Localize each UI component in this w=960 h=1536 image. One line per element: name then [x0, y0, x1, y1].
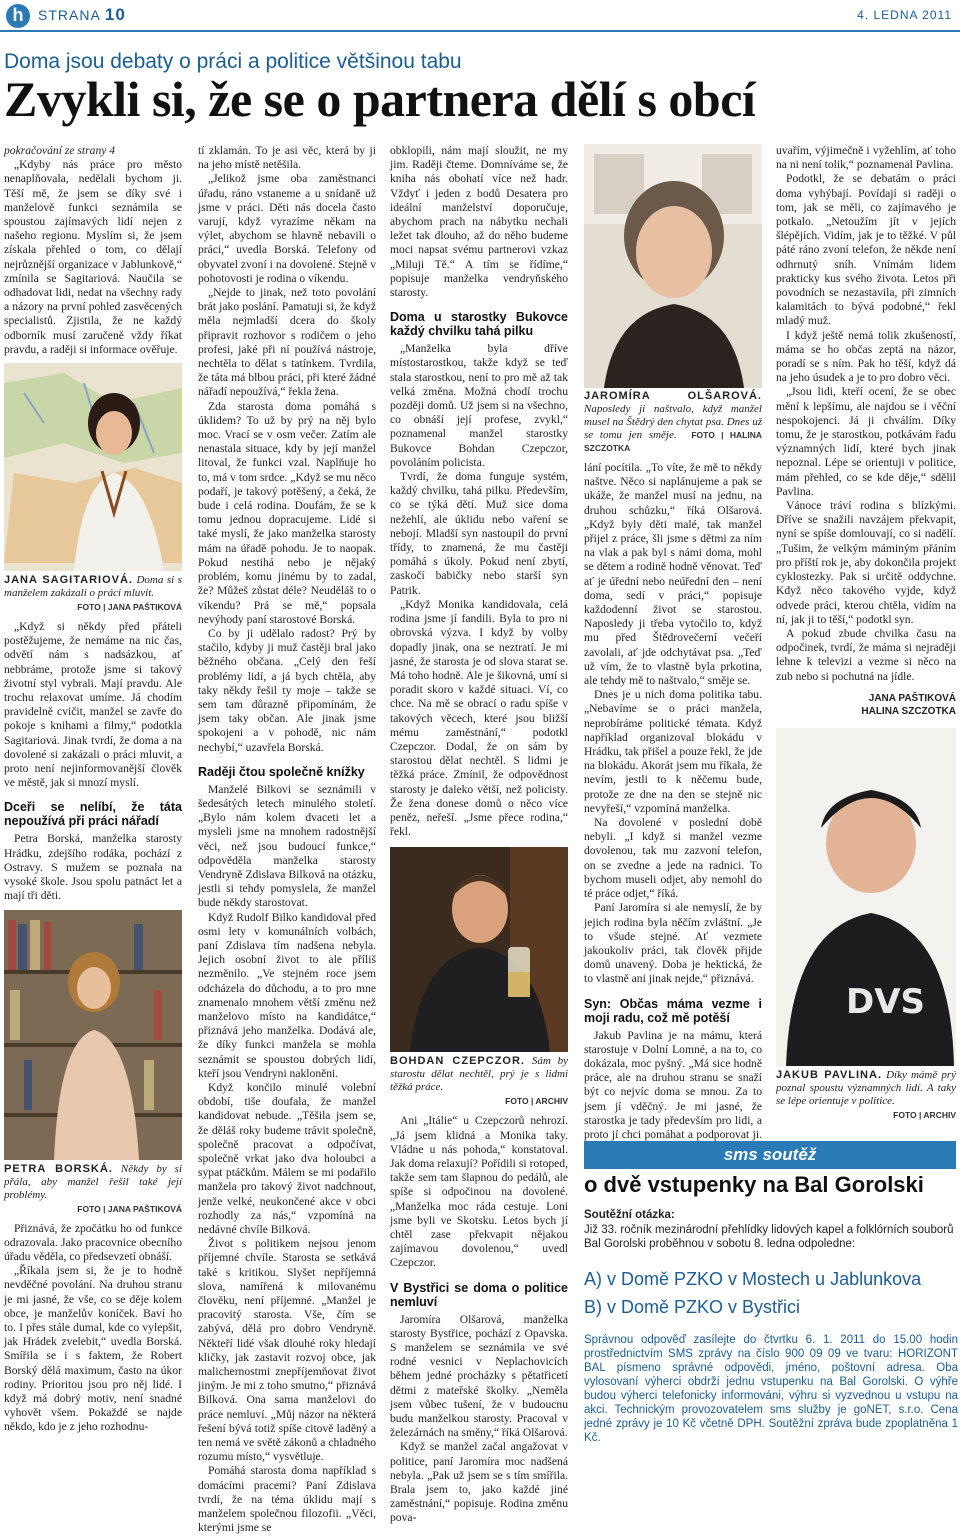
- paragraph: Petra Borská, manželka starosty Hrádku, zdejšího rodáka, pochází z Ostravy. S mužem se poznala na vysoké škole. Jsou spolu patnáct let a mají tři děti.: [4, 832, 182, 903]
- paragraph: lání pocítila. „To víte, že mě to někdy naštve. Něco si naplánujeme a pak se ukáže, že manžel musí na jednu, na druhou schůzku,“ říká Olšarová. „Když byly děti malé, tak manžel přijel z práce, šli jsme s dětmi za ním na vlak a pak byl s námi doma, mohl se dětem a rodině hodně věnovat. Teď ať je úřední nebo neúřední den – není doma, sedí v práci,“ popisuje každodenní život se starostou. Naposledy ji třeba vytočilo to, když mu před Štědrovečerní večeří zavolali, ať jde odchytávat psa. „Teď už vím, že to vlastně byla prkotina, ale tehdy mě to naštvalo,“ směje se.: [584, 461, 762, 688]
- author-signature: [776, 692, 956, 718]
- column-5: [776, 144, 956, 1134]
- caption: [4, 574, 182, 600]
- subheading: Dceři se nelíbí, že táta nepoužívá při práci nářadí: [4, 800, 182, 829]
- sms-contest-title: o dvě vstupenky na Bal Gorolski: [584, 1172, 924, 1197]
- caption-name: JANA SAGITARIOVÁ.: [4, 574, 133, 587]
- paragraph: „Kdyby nás práce pro město nenaplňovala, nedělali bychom ji. Těší mě, že jsem se díky své i manželově funkci seznámila se spoustou zajímavých lidí nejen z našeho regionu. Myslím si, že jsem získala přehled o tom, co dělají nejrůznější organizace v Jablunkově,“ zmínila se Sagitariová. Naučila se odhadovat lidi, nedat na všechny rady a názory na první pohled zasvěcených specialistů. Zjistila, že ne každý odborník musí zaručeně vždy říkat pravdu, a raději si informace ověřuje.: [4, 158, 182, 356]
- subheading: Doma u starostky Bukovce každý chvilku tahá pilku: [390, 310, 568, 339]
- header-rule: [0, 30, 960, 32]
- caption-text: Doma si s manželem zakázali o práci mluvit.: [4, 574, 182, 600]
- paragraph: Paní Jaromíra si ale nemyslí, že by jejich rodina byla něčím zvláštní. „Je to všude stejné. Ať vezmete jakoukoliv práci, tak člověk přijde domů unavený. Doba je hektická, že to vlastně ani jinak nejde,“ přiznává.: [584, 901, 762, 986]
- paragraph: Ani „Itálie“ u Czepczorů nehrozí. „Já jsem klidná a Monika taky. Vládne u nás pohoda,“ konstatoval. Jak doma relaxují? Pořídili si rotoped, takže sem tam šlapnou do pedálů, ale spíše si odpočinou na dovolené. „Manželka moc ráda cestuje. Loni jsme byli ve Skotsku. Letos bych jí chtěl zase překvapit nějakou zajímavou dovolenou,“ uvedl Czepczor.: [390, 1114, 568, 1270]
- caption: [776, 1069, 956, 1108]
- shirt-logo-icon: DVS: [846, 981, 926, 1022]
- portrait-woman-kitchen-icon: [584, 144, 762, 388]
- photo-credit: FOTO | ARCHIV: [505, 1096, 568, 1107]
- paragraph: „Manželka byla dříve místostarostkou, takže když se teď stala starostkou, není to pro mě až tak velká změna. Možná chodí trochu později domů. Už jsem si na všechno, co obnáší její profese, zvykl,“ poznamenal manžel starostky Bukovce Bohdan Czepczor, povoláním policista.: [390, 342, 568, 469]
- contest-rules: Správnou odpověď zasílejte do čtvrtku 6. 1. 2011 do 15.00 hodin prostřednictvím SMS zprávy na číslo 900 09 09 ve tvaru: HORIZONT BAL písmeno správné odpovědi, jméno, poštovní adresa. Oba vylosovaní výherci obdrží jednu vstupenku na Bal Gorolski. O výhře budou výherci telefonicky informováni, výhru si vyzvednou u vstupu na akci. Technickým provozovatelem sms služby je goNET, s.r.o. Cena jedné zprávy je 10 Kč včetně DPH. Soutěžní zpráva bude zpoplatněna 1 Kč.: [584, 1334, 958, 1444]
- photo-petra-borska: [4, 910, 182, 1160]
- paragraph: A pokud zbude chvilka času na odpočinek, tvrdí, že máma si nejraději lehne k televizi a vezme si něco na zub nebo si pochutná na jídle.: [776, 626, 956, 683]
- paragraph: Manželé Bilkovi se seznámili v šedesátých letech minulého století. „Bylo nám kolem dvaceti let a mysleli jsme na mnohem radostnější věci, než jsou budoucí funkce,“ odpověděla manželka starosty Vendryně Zdislava Bilková na otázku, jestli si tehdy pomyslela, že manžel bude někdy starostovat.: [198, 782, 376, 910]
- author-name: HALINA SZCZOTKA: [861, 705, 956, 717]
- paragraph: „Když si někdy před přáteli postěžujeme, že nemáme na nic čas, odvětí nám s nadsázkou, ať nebbráme, protože jsme si takový životní styl vybrali. Mají pravdu. Ale trochu relaxovat umíme. Já chodím pravidelně cvičit, manžel se zavře do pokoje s knihami a filmy,“ podotkla Sagitariová. Jinak tvrdí, že doma a na dovolené si zakázali o práci mluvit, a proto není nejinformovanější člověk ve městě, jak si mnozí myslí.: [4, 620, 182, 790]
- section-label: STRANA: [38, 7, 101, 23]
- caption-name: JAKUB PAVLINA.: [776, 1068, 883, 1081]
- issue-date: 4. LEDNA 2011: [857, 8, 952, 22]
- caption-text: Díky mámě prý poznal spoustu významných lidí. A taky se lépe orientuje v politice.: [776, 1068, 957, 1107]
- paragraph: Pomáhá starosta doma například s domácími pracemi? Paní Zdislava tvrdí, že na téma úklidu mají s manželem společnou filozofii. „Věci, kterými jsme se: [198, 1464, 376, 1535]
- caption: [390, 1055, 568, 1094]
- paragraph: Tvrdí, že doma funguje systém, každý chvilku, tahá pilku. Především, co se týká dětí. Muž sice doma nežehlí, ale úklidu nebo vaření se nebojí. Mladší syn nastoupil do první třídy, to znamená, že mu častěji pomáhá s úkoly. Pokud není zbytí, zaskočí babičky nebo starší syn Patrik.: [390, 470, 568, 597]
- paragraph: Přiznává, že zpočátku ho od funkce odrazovala. Jako pracovnice obecního úřadu věděla, co předsevzetí obnáší.: [4, 1221, 182, 1263]
- portrait-man-glass-icon: [390, 847, 568, 1052]
- subheading: Syn: Občas máma vezme i moji radu, což mě potěší: [584, 996, 762, 1025]
- caption-name: JAROMÍRA OLŠAROVÁ.: [584, 390, 762, 402]
- paragraph: Dnes je u nich doma politika tabu. „Nebavíme se o práci manžela, neprobíráme politické témata. Když například organizoval blokádu v Hrádku, tak přišel a pouze řekl, že jde na blokádu. Akorát jsem mu říkala, že nevím, jestli to k něčemu bude, protože ze dne na den se stejně nic nevyřeší,“ vzpomíná manželka.: [584, 688, 762, 815]
- author-name: JANA PAŠTIKOVÁ: [868, 692, 956, 704]
- answer-option-b: B) v Domě PZKO v Bystřici: [584, 1297, 801, 1317]
- photo-bohdan-czepczor: [390, 847, 568, 1052]
- photo-credit: FOTO | HALINA SZCZOTKA: [584, 430, 762, 453]
- continued-note: pokračování ze strany 4: [4, 144, 116, 157]
- caption: [584, 390, 762, 455]
- column-3: [390, 144, 568, 1525]
- paragraph: tí zklamán. To je asi věc, která by ji na jeho místě netěšila.: [198, 144, 376, 172]
- paragraph: uvařím, výjimečně i vyžehlím, ať toho na ni není tolik,“ poznamenal Pavlina.: [776, 144, 956, 172]
- sms-contest-body: [584, 1208, 958, 1445]
- column-2: [198, 144, 376, 1535]
- caption-name: BOHDAN CZEPCZOR.: [390, 1055, 525, 1068]
- paragraph: „Říkala jsem si, že je to hodně nevděčné povolání. Na druhou stranu je mi jasné, že vše, co se děje kolem obce, je manželův koníček. Baví ho to. I přes stále dumal, kde co vylepšit, jak Hrádek zvelebit,“ uvedla Borská. Smířila se i s faktem, že Robert Borský dělá maximum, často na úkor rodiny. Prioritou jsou pro něj lidé. I když má dobrý motiv, není snadné vyhovět všem. Pokaždé se najde někdo, kdo je z jeho rozhodnu-: [4, 1264, 182, 1434]
- portrait-woman-map-icon: [4, 363, 182, 571]
- paragraph: Život s politikem nejsou jenom příjemné chvíle. Starosta se setkává také s kritikou. Slyšet nepříjemná slova, namířená k milovanému člověku, není příjemné. „Manžel je pracovitý starosta. Vše, čím se zabývá, dělá pro dobro Vendryně. Někteří lidé však dlouhé roky hledají kličky, jak zastavit rozvoj obce, jak malichernostmi znepříjemňovat život jiným. Je mi z toho smutno,“ přiznává Bilková. Ona sama manželovi do práce nemluví. „Můj názor na některá řešení bývá totiž spíše citově laděný a ten nemá ve světě zákonů a chladného rozumu místo,“ vysvětluje.: [198, 1237, 376, 1464]
- portrait-young-man-cap-icon: [776, 728, 956, 1066]
- photo-credit: FOTO | JANA PAŠTIKOVÁ: [77, 1203, 182, 1214]
- paragraph: obklopili, nám mají sloužit, ne my jim. Raději čteme. Domníváme se, že kniha nás obohatí více než hadr. Vždyť i jeden z bodů Desatera pro ideální manželství doporučuje, abychom prach na nábytku nechali ležet tak dlouho, až do něho budeme moci napsat svému partnerovi vzkaz „Miluji Tě.“ A tím se řídíme,“ popisuje manželka vendryňského starosty.: [390, 144, 568, 300]
- paragraph: Co by ji udělalo radost? Prý by stačilo, kdyby ji muž častěji bral jako běžného občana. „Celý den řeší problémy lidí, a já bych chtěla, aby taky někdy řešil ty moje – takže se sem tam důrazně připomínám, že jsem taky občan. Ale jinak jsme spokojeni a v pohodě, nic nám nechybí,“ uzavřela Borská.: [198, 626, 376, 754]
- paragraph: Jakub Pavlina je na mámu, která starostuje v Dolní Lomné, a na to, co dokázala, moc pyšný. „Má sice hodně práce, ale na druhou stranu se snaží být co nejvíc doma se mnou. Za to jsem jí vděčný. Je mi jasné, že starostka je tady především pro lidi, a proto jí chci pomáhat a podporovat ji.: [584, 1028, 762, 1141]
- caption-text: Naposledy ji naštvalo, když manžel musel na Štědrý den chytat psa. Dnes už se tomu jen směje.: [584, 403, 762, 441]
- caption-name: PETRA BORSKÁ.: [4, 1162, 113, 1175]
- subheading: Raději čtou společně knížky: [198, 764, 365, 779]
- newspaper-logo: h: [6, 4, 30, 28]
- paragraph: Když se manžel začal angažovat v politice, paní Jaromíra moc nadšená nebyla. „Pak už jsem se s tím smířila. Brala jsem to, jako každé jiné zaměstnání,“ popisuje. Rodina změnu pova-: [390, 1440, 568, 1525]
- column-1: [4, 144, 183, 1434]
- photo-jana-sagitariova: [4, 363, 182, 571]
- paragraph: Vánoce tráví rodina s blízkými. Dříve se snažili navzájem překvapit, nyní se spíše domlouvají, co si nadělí. „Tušim, že velkým máminým přáním pro příští rok je, aby dokončila projekt cyklostezky. Pak si určitě oddychne. Když něco takového vyjde, když odvede práci, kterou chtěla, vidím na ní, jak ji to těší,“ podotkl syn.: [776, 499, 956, 626]
- photo-jaromira-olsarova: [584, 144, 762, 388]
- caption: [4, 1163, 182, 1202]
- photo-credit: FOTO | ARCHIV: [893, 1109, 956, 1120]
- paragraph: „Když Monika kandidovala, celá rodina jsme jí fandili. Byla to pro ni obrovská výzva. I když by volby dopadly jinak, ona se neztratí. Je mi jasné, že starosta je od slova starat se. Má toho hodně. Ale je šikovná, umí si poradit skoro v každé situaci. Ví, co chce. Na mě se obrací o radu spíše v takových věcech, které jsou bližší mému zaměstnání,“ podotkl Czepczor. Dodal, že on sám by starostou dělat nechtěl. S lidmi je těžká práce. Zmínil, že odpovědnost starosty je daleko větší, než policisty. Že žena donese domů o něco více peněz, neřeší. „Jsme přece rodina,“ řekl.: [390, 597, 568, 839]
- paragraph: I když ještě nemá tolik zkušeností, máma se ho občas zeptá na názor, poradí se s ním. Pak ho těší, když dá na jeho úsudek a je to pro dobro věci.: [776, 328, 956, 385]
- kicker: Doma jsou debaty o práci a politice většinou tabu: [4, 50, 462, 73]
- paragraph: Jaromíra Olšarová, manželka starosty Bystřice, pochází z Opavska. S manželem se seznámila ve své rodné vesnici v Neplachovicích během jedné procházky s pětatřicetí dětmi z mateřské školky. „Neměla jsem vůbec tušení, že v budoucnu budu manželkou starosty. Pracoval v železárnách na směny,“ říká Olšarová.: [390, 1312, 568, 1440]
- paragraph: Zda starosta doma pomáhá s úklidem? To už by prý na něj bylo moc. Vrací se v osm večer. Zatím ale nenastala situace, kdy by její manžel litoval, že funkci vzal. Naplňuje ho to, má v tom srdce. „Když se mu něco podaří, je takový potěšený, a čeká, že bude i celá rodina. Doufám, že se k tomu jednou dopracujeme. Lidé si také myslí, že jako manželka starosty mám na úřadě pohodu. Je to naopak. Pokud nestihá nebo je nějaký problém, komu jinému by to zadal, že? Můžeš zůstat déle? Neuděláš to o víkendu? Prá se mě,“ popsala nevýhody paní starostové Borská.: [198, 399, 376, 626]
- paragraph: „Nejde to jinak, než toto povolání brát jako poslání. Pamatuji si, že když měla nejmladší dcera do školy připravit rozhovor s rodičem o jeho profesi, jaké při ní používá nástroje, nechtěla to dělat s tatínkem. Tvrdila, že táta má blbou práci, při které žádné nářadí nepoužívá,“ řekla žena.: [198, 286, 376, 399]
- paragraph: „Jelikož jsme oba zaměstnanci úřadu, ráno vstaneme a u snídaně už jsme v práci. Děti nás docela často varují, když vyrazíme někam na výlet, abychom se hlavně nebavili o práci,“ uvedla Borská. Telefony od obyvatel zvoní i na dovolené. Stejně v pohotovosti je rodina o víkendu.: [198, 172, 376, 285]
- sms-contest-banner: sms soutěž: [584, 1141, 956, 1169]
- portrait-woman-bookshelf-icon: [4, 910, 182, 1160]
- page-header: [38, 5, 126, 25]
- caption-text: Sám by starostu dělat nechtěl, prý je s lidmi těžká práce.: [390, 1055, 568, 1094]
- caption-text: Někdy by si přála, aby manžel řešil také její problémy.: [4, 1162, 183, 1201]
- photo-jakub-pavlina: [776, 728, 956, 1066]
- subheading: V Bystřici se doma o politice nemluví: [390, 1280, 568, 1309]
- page-number: 10: [104, 5, 126, 24]
- paragraph: „Jsou lidi, kteří ocení, že se obec mění k lepšímu, ale najdou se i věční nespokojenci. Já ji chválím. Díky tomu, že je starostkou, potkávám řadu významných lidí, které bych jinak nepoznal. Lépe se orientuji v politice, mám přehled, co se kde děje,“ sdělil Pavlina.: [776, 385, 956, 498]
- headline: Zvykli si, že se o partnera dělí s obcí: [4, 71, 756, 127]
- column-4: [584, 390, 762, 1141]
- question-text: Již 33. ročník mezinárodní přehlídky lidových kapel a folklórních souborů Bal Gorolski proběhnou v sobotu 8. ledna odpoledne:: [584, 1224, 954, 1250]
- answer-option-a: A) v Domě PZKO v Mostech u Jablunkova: [584, 1269, 922, 1289]
- question-label: Soutěžní otázka:: [584, 1209, 675, 1221]
- photo-credit: FOTO | JANA PAŠTIKOVÁ: [77, 602, 182, 613]
- paragraph: Když Rudolf Bilko kandidoval před osmi lety v komunálních volbách, paní Zdislava tím nadšena nebyla. Jejich osobní život to ale příliš nezměnilo. „Ve stejném roce jsem odcházela do důchodu, a to pro mne znamenalo mnohem větší změnu než manželovo místo na kandidátce,“ přiznává jeho manželka. Dodává ale, že díky funkci manžela se mohla seznámit se spoustou dobrých lidí, kteří jsou Vendryni nakloněni.: [198, 910, 376, 1080]
- paragraph: Když končilo minulé volební období, tiše doufala, že manžel kandidovat nebude. „Těšila jsem se, že děláš roky budeme trávit společně, společně pracovat a odpočívat, společně vrkat jako dva holoubci a sypat ptáčkům. Málem se mi podařilo manžela pro takový život nadchnout, jenže velké, neukončené akce v obci rozhodly za nás,“ vzpomíná na nedávné chvíle Bilková.: [198, 1081, 376, 1237]
- paragraph: Na dovolené v poslední době nebyli. „I když si manžel vezme dovolenou, tak mu zazvoní telefon, on se zvedne a jede na radnici. To bychom museli odjet, aby nemohl do té práce odjet,“ říká.: [584, 816, 762, 901]
- paragraph: Podotkl, že se debatám o práci doma vyhýbají. Povídají si raději o tom, jak se měli, co zajímavého je potkalo. „Netoužím jít v jejích šlépějích. Vidím, jak je to těžké. V půl páté ráno zvoní telefon, že někde není odhrnutý sníh. Vnímám lidem prakticky kus svého života. Letos při povodních se nezastavila, při zimních kalamitách to bývá podobné,“ řekl mladý muž.: [776, 172, 956, 328]
